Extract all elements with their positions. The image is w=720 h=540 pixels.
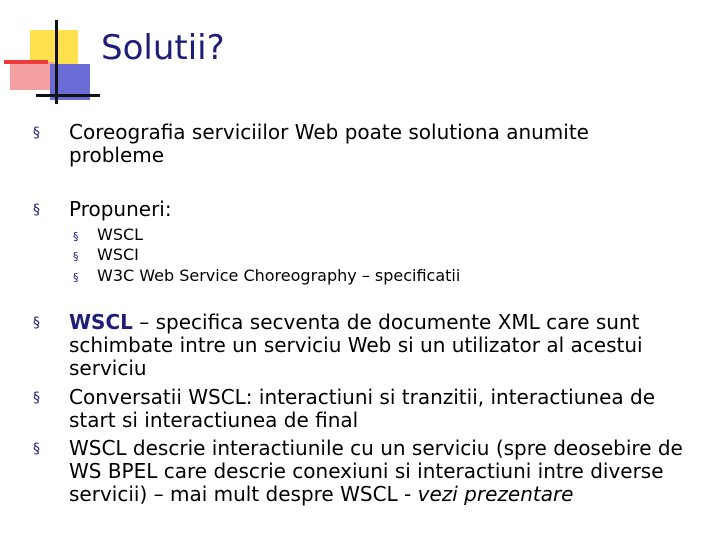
- bullet-item: [30, 311, 690, 380]
- decorative-square-pink: [10, 62, 54, 90]
- bullet-body: – specifica secventa de documente XML care sunt schimbate intre un serviciu Web si un utilizator al acestui serviciu: [69, 310, 643, 380]
- sub-bullet-item: [73, 266, 460, 287]
- sub-bullet-item: [73, 225, 143, 246]
- bullet-text: [69, 311, 690, 380]
- slide-title: Solutii?: [101, 28, 225, 68]
- sub-bullet-text: WSCI: [97, 245, 139, 264]
- bullet-item: [30, 198, 172, 222]
- bullet-item: [30, 437, 690, 506]
- bullet-text: Coreografia serviciilor Web poate solutiona anumite probleme: [69, 120, 589, 167]
- bullet-mark: §: [33, 202, 40, 218]
- bullet-body: WSCL descrie interactiunile cu un serviciu (spre deosebire de WS BPEL care descrie conexiuni si interactiuni intre diverse servicii) – mai mult despre WSCL -: [69, 436, 683, 506]
- bullet-mark: §: [33, 315, 40, 331]
- bullet-mark: §: [73, 250, 79, 263]
- bullet-item: [30, 121, 670, 167]
- sub-bullet-text: W3C Web Service Choreography – specificatii: [97, 266, 461, 285]
- bullet-text: Conversatii WSCL: interactiuni si tranzitii, interactiunea de start si interactiunea de final: [69, 385, 655, 432]
- bullet-mark: §: [73, 271, 79, 284]
- sub-bullet-item: [73, 245, 139, 266]
- bullet-text: [69, 437, 690, 506]
- decorative-bar-red: [4, 60, 48, 64]
- bullet-mark: §: [33, 390, 40, 406]
- decorative-line-vertical: [55, 20, 58, 104]
- sub-bullet-text: WSCL: [97, 225, 144, 244]
- bullet-text: Propuneri:: [69, 197, 172, 221]
- bullet-item: [30, 386, 690, 432]
- bullet-lead-term: WSCL: [69, 310, 133, 334]
- decorative-line-horizontal: [36, 94, 100, 97]
- bullet-mark: §: [33, 125, 40, 141]
- bullet-mark: §: [33, 441, 40, 457]
- bullet-emphasis: vezi prezentare: [417, 482, 574, 506]
- bullet-mark: §: [73, 230, 79, 243]
